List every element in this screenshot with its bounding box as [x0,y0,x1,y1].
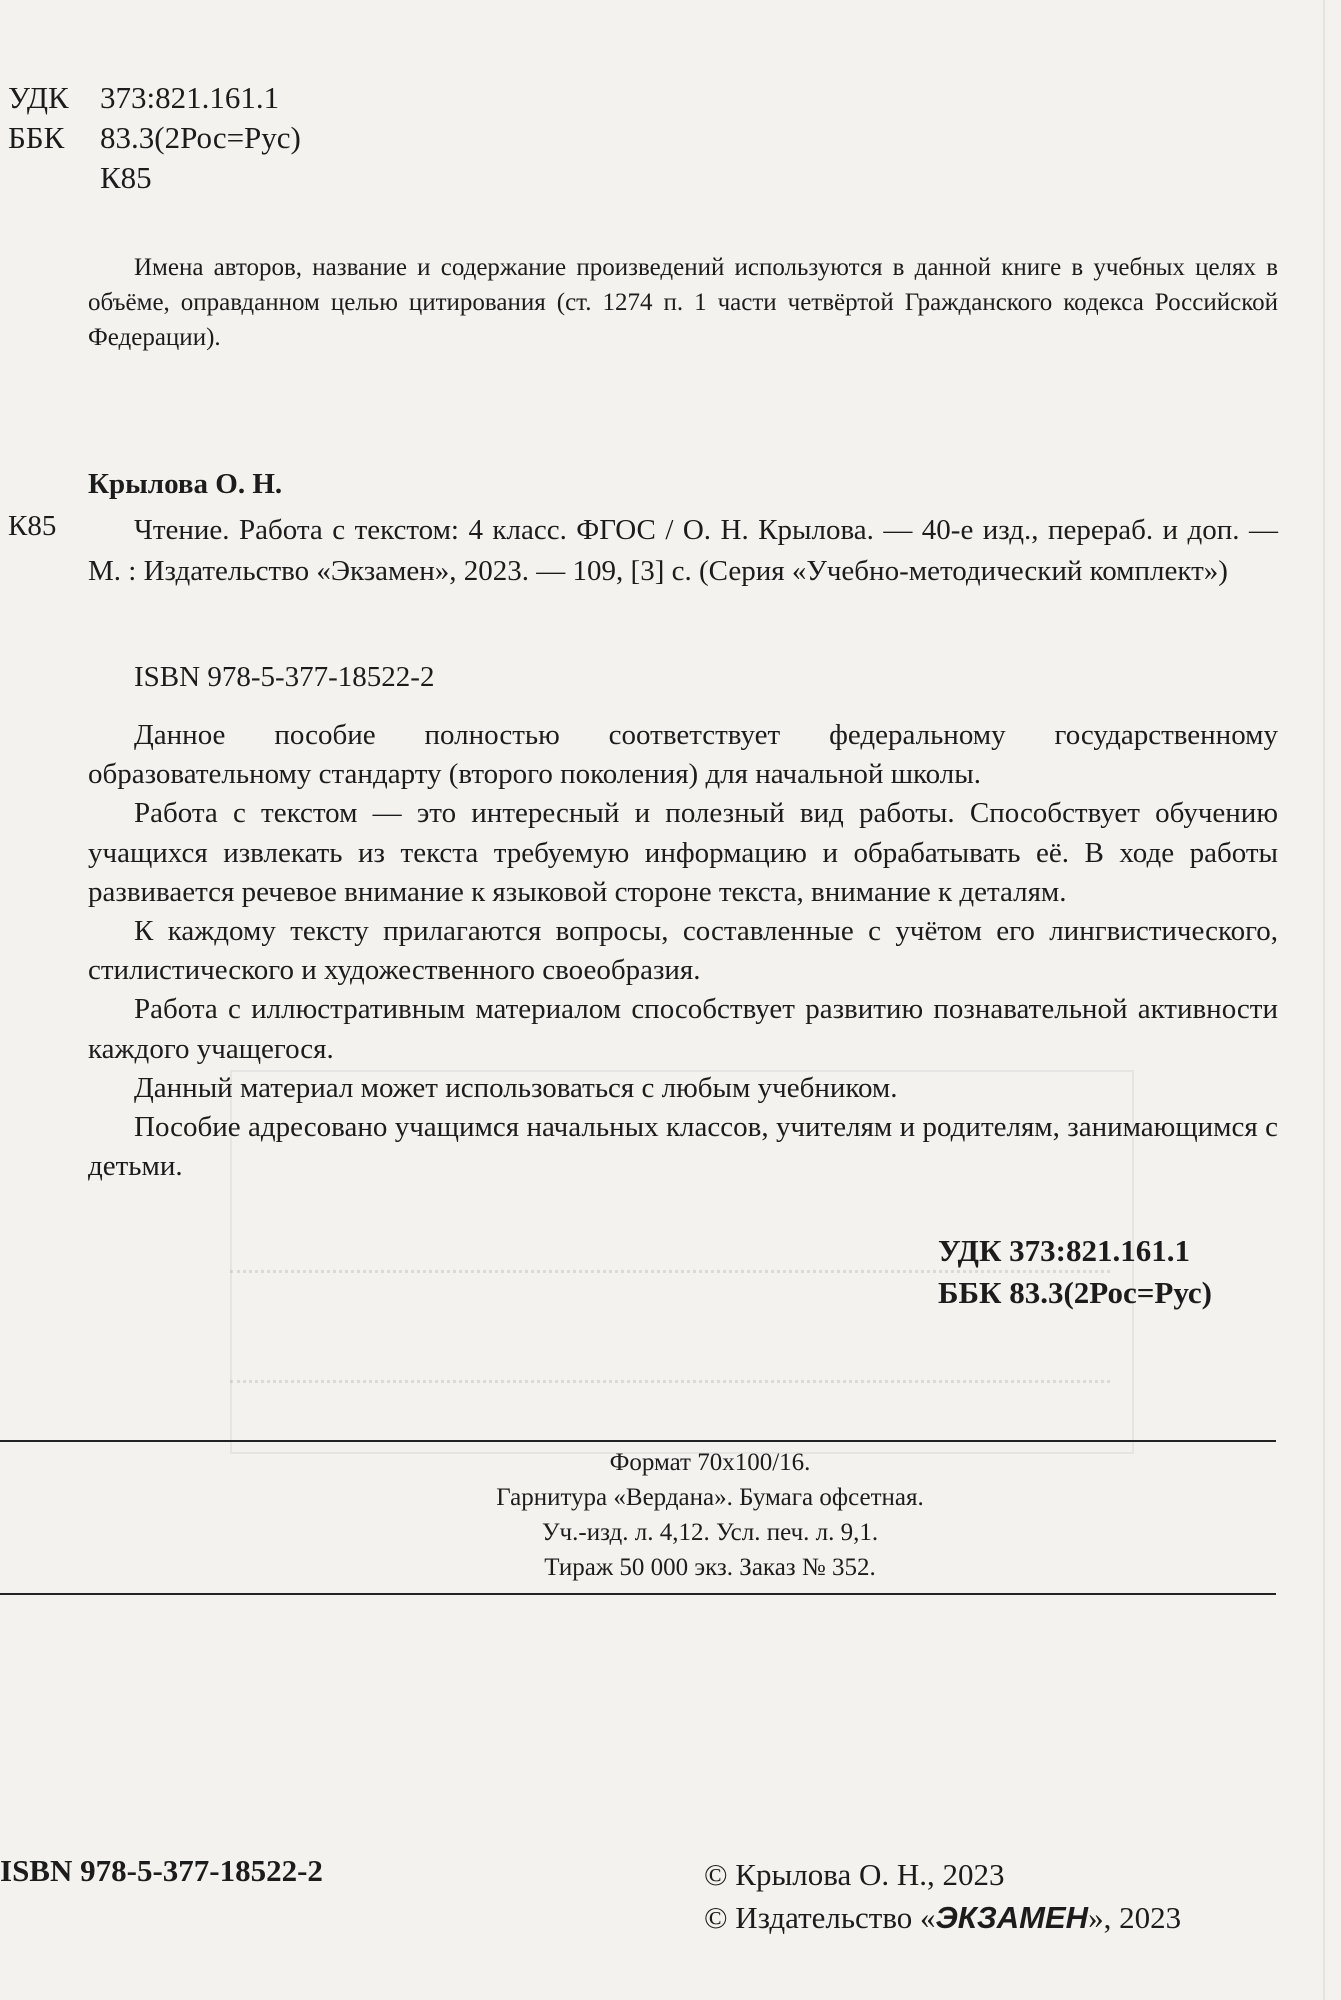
footer-isbn: ISBN 978-5-377-18522-2 [0,1853,323,1888]
author-sign: К85 [100,160,152,195]
imprint-sheets: Уч.-изд. л. 4,12. Усл. печ. л. 9,1. [541,1519,879,1546]
annotation-paragraph: Пособие адресовано учащимся начальных классов, учителям и родителям, занимающимся с детьми. [88,1111,1278,1183]
bbk-code: ББК 83.3(2Рос=Рус) [938,1275,1212,1310]
copyright-publisher: © Издательство «ЭКЗАМЕН», 2023 [704,1900,1182,1935]
annotation-paragraph: К каждому тексту прилагаются вопросы, составленные с учётом его лингвистического, стилистического и художественного своеобразия. [88,915,1278,987]
bbk-label: ББК [8,120,65,155]
annotation-paragraph: Работа с текстом — это интересный и полезный вид работы. Способствует обучению учащихся извлекать из текста требуемую информацию и обрабатывать её. В ходе работы развивается речевое внимание к языковой стороне текста, внимание к деталям. [88,797,1278,908]
author-sign-row [8,158,301,198]
bbk-row [8,118,301,158]
imprint-format: Формат 70x100/16. [609,1449,811,1476]
bibliographic-author: Крылова О. Н. [88,468,283,500]
udk-value: 373:821.161.1 [100,80,280,115]
annotation-paragraph: Работа с иллюстративным материалом способствует развитию познавательной активности каждого учащегося. [88,993,1278,1065]
classification-header [8,78,301,198]
imprint-typeface-paper: Гарнитура «Вердана». Бумага офсетная. [496,1484,924,1511]
imprint-print-run: Тираж 50 000 экз. Заказ № 352. [544,1554,876,1581]
imprint [260,1445,1160,1585]
udk-label: УДК [8,80,69,115]
bleed-through-line [1323,0,1325,2000]
publisher-brand: ЭКЗАМЕН [935,1900,1089,1935]
bbk-value: 83.3(2Рос=Рус) [100,120,301,155]
bibliographic-isbn: ISBN 978-5-377-18522-2 [134,661,435,693]
bibliographic-author-sign: К85 [8,510,57,542]
classification-footer [938,1230,1212,1314]
imprint-bottom-rule [0,1593,1276,1595]
udk-code: УДК 373:821.161.1 [938,1233,1190,1268]
annotation [88,716,1278,1186]
copyright-author: © Крылова О. Н., 2023 [704,1857,1005,1892]
udk-row [8,78,301,118]
copyright-notice: Имена авторов, название и содержание произведений используются в данной книге в учебных целях в объёме, оправданном целью цитирования (ст. 1274 п. 1 части четвёртой Гражданского кодекса Российской Федерации). [88,254,1278,351]
bibliographic-description: Чтение. Работа с текстом: 4 класс. ФГОС / О. Н. Крылова. — 40-е изд., перераб. и доп. — М. : Издательство «Экзамен», 2023. — 109, [3] с. (Серия «Учебно-методический комплект») [88,514,1278,587]
copyright-lines [704,1853,1181,1939]
imprint-top-rule [0,1440,1276,1442]
annotation-paragraph: Данный материал может использоваться с любым учебником. [134,1071,898,1104]
bleed-through-dots [230,1380,1110,1383]
annotation-paragraph: Данное пособие полностью соответствует федеральному государственному образовательному стандарту (второго поколения) для начальной школы. [88,719,1278,791]
